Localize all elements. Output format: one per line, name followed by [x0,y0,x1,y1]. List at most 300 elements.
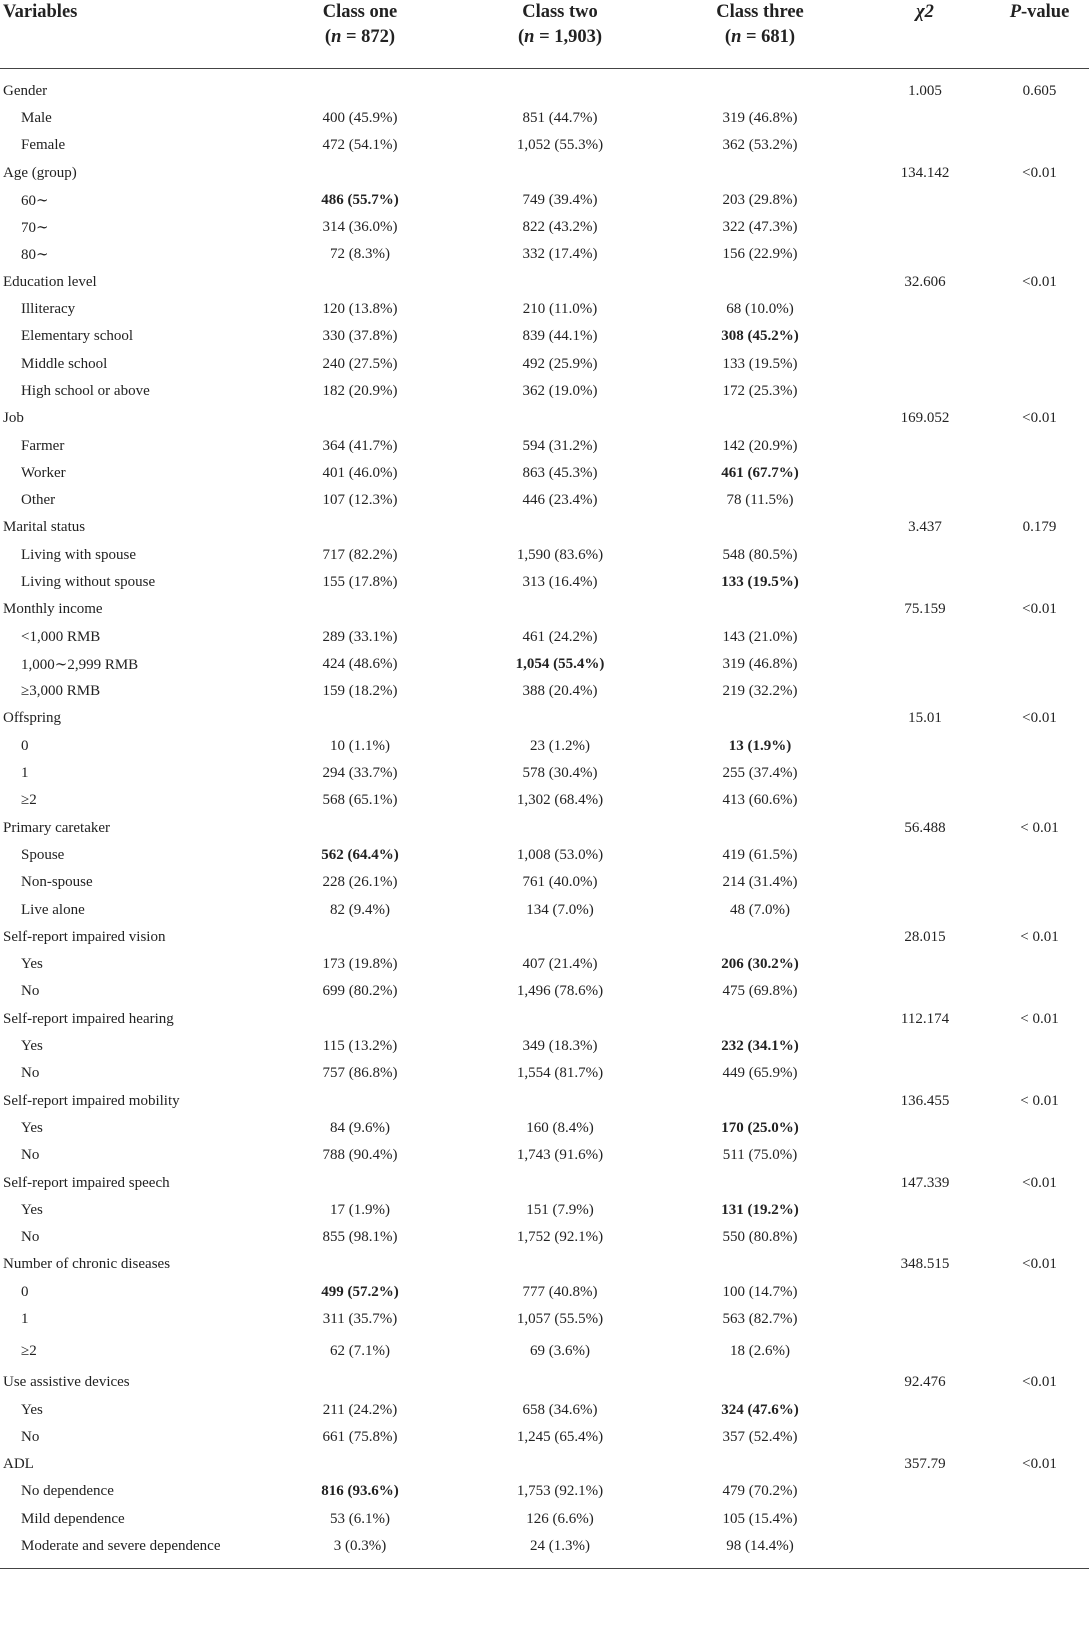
row-label: Education level [3,273,97,290]
cell-p-value [990,132,1089,159]
cell-chi2 [860,569,990,596]
cell-class-two: 1,245 (65.4%) [516,1428,604,1445]
cell-class-three [660,269,860,296]
cell-class-one: 115 (13.2%) [322,1038,398,1055]
cell-class-three: 172 (25.3%) [722,382,798,399]
cell-class-one: 788 (90.4%) [322,1147,398,1164]
cell-class-one: 182 (20.9%) [322,382,398,399]
table-row [0,978,1089,1005]
cell-class-one: 314 (36.0%) [322,219,398,236]
cell-class-three: 68 (10.0%) [726,301,794,318]
cell-p-value [990,896,1089,923]
row-label: Female [21,137,66,154]
table-row [0,787,1089,814]
cell-class-one [260,1087,460,1114]
cell-p-value [990,623,1089,650]
cell-class-three: 143 (21.0%) [722,628,798,645]
cell-class-one: 10 (1.1%) [330,737,390,754]
cell-p-value [990,1333,1089,1369]
cell-chi2: 357.79 [904,1456,946,1473]
cell-class-two: 23 (1.2%) [530,737,590,754]
cell-p-value [990,951,1089,978]
cell-class-three [660,924,860,951]
cell-class-one: 562 (64.4%) [321,846,399,863]
row-label: Yes [21,956,43,973]
cell-class-three: 511 (75.0%) [722,1147,798,1164]
cell-class-three: 461 (67.7%) [721,464,799,481]
cell-class-one: 499 (57.2%) [321,1283,399,1300]
cell-class-three: 357 (52.4%) [722,1428,798,1445]
cell-class-three: 413 (60.6%) [722,792,798,809]
cell-class-three: 449 (65.9%) [722,1065,798,1082]
cell-class-one: 855 (98.1%) [322,1229,398,1246]
header-class-two: Class two (n = 1,903) [460,0,660,68]
cell-class-three: 255 (37.4%) [722,765,798,782]
cell-class-one: 3 (0.3%) [333,1538,387,1555]
table-row [0,542,1089,569]
cell-p-value [990,1142,1089,1169]
cell-chi2 [860,623,990,650]
cell-class-one: 816 (93.6%) [321,1483,399,1500]
group-row [0,1169,1089,1196]
table-row [0,460,1089,487]
cell-class-two: 349 (18.3%) [522,1038,598,1055]
row-label: Yes [21,1201,43,1218]
cell-p-value: <0.01 [1022,1456,1057,1473]
cell-p-value [990,678,1089,705]
row-label: Elementary school [21,328,134,345]
cell-chi2 [860,1506,990,1533]
cell-class-three: 18 (2.6%) [730,1342,790,1359]
group-row [0,405,1089,432]
cell-p-value [990,1060,1089,1087]
row-label: Marital status [3,519,86,536]
table-row [0,1424,1089,1451]
cell-class-one: 400 (45.9%) [322,109,398,126]
cell-class-one [260,1169,460,1196]
row-label: Number of chronic diseases [3,1256,171,1273]
cell-chi2 [860,1115,990,1142]
cell-class-one [260,159,460,186]
table-row [0,1396,1089,1423]
row-label: No [21,1229,40,1246]
row-label: 1,000∼2,999 RMB [21,656,139,673]
cell-class-three [660,159,860,186]
table-row [0,733,1089,760]
row-label: Other [21,492,56,509]
cell-class-three: 214 (31.4%) [722,874,798,891]
row-label: No [21,1147,40,1164]
cell-class-three [660,1087,860,1114]
cell-chi2 [860,214,990,241]
cell-class-one: 294 (33.7%) [322,765,398,782]
cell-chi2: 112.174 [900,1010,950,1027]
cell-class-one: 159 (18.2%) [322,683,398,700]
cell-chi2 [860,105,990,132]
row-label: No [21,983,40,1000]
cell-class-one [260,596,460,623]
cell-p-value: <0.01 [1022,710,1057,727]
cell-class-three [660,1169,860,1196]
table-row [0,187,1089,214]
cell-class-two [460,1451,660,1478]
row-label: ADL [3,1456,34,1473]
header-class-one-n: (n = 872) [324,27,396,47]
row-label: Job [3,410,24,427]
table-row [0,569,1089,596]
cell-class-three: 419 (61.5%) [722,846,798,863]
cell-class-one: 289 (33.1%) [322,628,398,645]
cell-class-one: 661 (75.8%) [322,1428,398,1445]
cell-class-three: 13 (1.9%) [728,737,792,754]
cell-p-value [990,1115,1089,1142]
cell-class-two: 1,302 (68.4%) [516,792,604,809]
row-label: Living without spouse [21,573,156,590]
cell-class-three: 563 (82.7%) [722,1311,798,1327]
table-row [0,951,1089,978]
cell-class-two: 822 (43.2%) [522,219,598,236]
cell-class-two [460,514,660,541]
cell-class-two: 658 (34.6%) [522,1401,598,1418]
group-row [0,159,1089,186]
cell-class-three: 203 (29.8%) [722,191,798,208]
cell-class-one [260,405,460,432]
cell-class-three: 133 (19.5%) [721,573,799,590]
cell-class-two: 594 (31.2%) [522,437,598,454]
cell-class-two: 160 (8.4%) [526,1119,594,1136]
cell-class-one: 107 (12.3%) [322,492,398,509]
row-label: Farmer [21,437,65,454]
cell-chi2: 56.488 [904,819,946,836]
cell-p-value [990,187,1089,214]
row-label: No [21,1065,40,1082]
row-label: 0 [21,737,29,754]
group-row [0,1369,1089,1396]
cell-class-one: 120 (13.8%) [322,301,398,318]
cell-chi2 [860,323,990,350]
cell-p-value: <0.01 [1022,1174,1057,1191]
row-label: High school or above [21,382,150,399]
cell-chi2 [860,487,990,514]
table-row [0,1506,1089,1533]
cell-class-two: 492 (25.9%) [522,355,598,372]
cell-p-value [990,296,1089,323]
cell-chi2 [860,896,990,923]
table-row [0,1115,1089,1142]
cell-chi2 [860,542,990,569]
cell-class-two: 1,590 (83.6%) [516,546,604,563]
cell-p-value [990,460,1089,487]
cell-class-three: 48 (7.0%) [730,901,790,918]
cell-chi2: 32.606 [904,273,946,290]
cell-chi2: 15.01 [908,710,942,727]
cell-class-two [460,78,660,105]
cell-class-two [460,924,660,951]
cell-class-two: 851 (44.7%) [522,109,598,126]
cell-class-three: 206 (30.2%) [721,956,799,973]
cell-p-value [990,378,1089,405]
cell-chi2 [860,760,990,787]
table-row [0,869,1089,896]
row-label: Self-report impaired speech [3,1174,170,1191]
cell-class-three: 170 (25.0%) [721,1119,799,1136]
cell-p-value [990,1279,1089,1306]
cell-chi2: 28.015 [904,928,946,945]
table-row [0,487,1089,514]
cell-class-three [660,514,860,541]
cell-chi2 [860,1279,990,1306]
cell-class-three [660,705,860,732]
cell-class-three [660,1251,860,1278]
row-label: Middle school [21,355,108,372]
cell-class-one: 53 (6.1%) [330,1510,390,1527]
table-row [0,296,1089,323]
row-label: Yes [21,1119,43,1136]
cell-p-value [990,241,1089,268]
table-row [0,1478,1089,1505]
row-label: 1 [21,765,29,782]
cell-class-three: 133 (19.5%) [722,355,798,372]
cell-class-one: 364 (41.7%) [322,437,398,454]
cell-p-value [990,1478,1089,1505]
cell-class-three: 322 (47.3%) [722,219,798,236]
cell-class-one [260,1369,460,1396]
cell-class-three [660,78,860,105]
group-row [0,596,1089,623]
cell-class-two [460,1369,660,1396]
cell-class-two: 446 (23.4%) [522,492,598,509]
cell-class-two: 332 (17.4%) [522,246,598,263]
cell-chi2: 92.476 [904,1374,946,1391]
cell-class-one [260,1451,460,1478]
table-row [0,1333,1089,1369]
cell-chi2 [860,978,990,1005]
table-row [0,323,1089,350]
group-row [0,1006,1089,1033]
cell-p-value: <0.01 [1022,1374,1057,1391]
table-row [0,1533,1089,1560]
cell-p-value [990,1033,1089,1060]
row-label: ≥3,000 RMB [21,683,101,700]
cell-class-two: 749 (39.4%) [522,191,598,208]
row-label: Illiteracy [21,301,76,318]
group-row [0,269,1089,296]
cell-chi2 [860,1033,990,1060]
cell-class-two [460,405,660,432]
row-label: 60∼ [21,192,49,209]
cell-class-one [260,705,460,732]
cell-class-two: 1,054 (55.4%) [515,655,605,672]
cell-chi2 [860,869,990,896]
row-label: Yes [21,1401,43,1418]
cell-class-three: 548 (80.5%) [722,546,798,563]
cell-chi2 [860,678,990,705]
cell-class-one [260,514,460,541]
row-label: Monthly income [3,601,103,618]
cell-p-value [990,978,1089,1005]
cell-class-two [460,1169,660,1196]
cell-class-three: 219 (32.2%) [722,683,798,700]
cell-class-one [260,1006,460,1033]
header-variables: Variables [3,2,78,22]
cell-class-one: 17 (1.9%) [330,1201,390,1218]
cell-class-one [260,269,460,296]
cell-p-value [990,1197,1089,1224]
table-row [0,842,1089,869]
cell-class-two [460,705,660,732]
cell-class-two: 151 (7.9%) [526,1201,594,1218]
cell-class-three: 324 (47.6%) [721,1401,799,1418]
cell-class-one: 311 (35.7%) [322,1311,398,1327]
cell-p-value: < 0.01 [1020,1092,1059,1109]
table-row [0,1197,1089,1224]
cell-class-two: 210 (11.0%) [522,301,598,318]
cell-p-value: < 0.01 [1020,928,1059,945]
cell-chi2 [860,1424,990,1451]
cell-p-value [990,214,1089,241]
cell-class-two [460,1251,660,1278]
header-class-two-n: (n = 1,903) [517,27,603,47]
cell-chi2 [860,350,990,377]
cell-class-two: 134 (7.0%) [526,901,594,918]
header-chi2: χ2 [916,2,934,22]
group-row [0,78,1089,105]
cell-chi2 [860,1060,990,1087]
cell-chi2: 169.052 [900,410,950,427]
row-label: <1,000 RMB [21,628,101,645]
group-row [0,1251,1089,1278]
cell-class-one: 401 (46.0%) [322,464,398,481]
cell-class-three: 78 (11.5%) [726,492,794,509]
group-row [0,705,1089,732]
row-label: ≥2 [21,1342,37,1359]
cell-class-one: 211 (24.2%) [322,1401,398,1418]
cell-class-one: 472 (54.1%) [322,137,398,154]
cell-class-three [660,1369,860,1396]
row-label: Live alone [21,901,85,918]
row-label: Worker [21,464,66,481]
row-label: Self-report impaired mobility [3,1092,180,1109]
row-label: Mild dependence [21,1510,125,1527]
cell-class-two: 1,743 (91.6%) [516,1147,604,1164]
cell-p-value [990,869,1089,896]
group-row [0,924,1089,951]
cell-chi2: 136.455 [900,1092,950,1109]
cell-chi2 [860,951,990,978]
table-row [0,214,1089,241]
header-class-one: Class one (n = 872) [260,0,460,68]
row-label: 1 [21,1311,29,1327]
group-row [0,1087,1089,1114]
table-row [0,350,1089,377]
cell-class-two: 839 (44.1%) [522,328,598,345]
cell-p-value [990,432,1089,459]
cell-p-value: <0.01 [1022,1256,1057,1273]
cell-chi2 [860,1224,990,1251]
cell-class-two: 761 (40.0%) [522,874,598,891]
table-row [0,241,1089,268]
cell-class-one: 72 (8.3%) [330,246,390,263]
cell-class-one: 424 (48.6%) [322,655,398,672]
cell-class-three: 156 (22.9%) [722,246,798,263]
table-row [0,1060,1089,1087]
cell-p-value [990,1396,1089,1423]
cell-p-value [990,787,1089,814]
row-label: Offspring [3,710,62,727]
cell-class-one: 240 (27.5%) [322,355,398,372]
row-label: Non-spouse [21,874,93,891]
cell-class-one [260,924,460,951]
cell-class-one [260,815,460,842]
cell-p-value [990,1224,1089,1251]
cell-chi2: 134.142 [900,164,950,181]
cell-class-three: 550 (80.8%) [722,1229,798,1246]
cell-class-two [460,269,660,296]
row-label: Living with spouse [21,546,136,563]
bottom-rule [0,1569,1089,1570]
cell-chi2: 3.437 [908,519,942,536]
row-label: Spouse [21,846,65,863]
cell-p-value [990,1533,1089,1560]
cell-class-two: 69 (3.6%) [530,1342,590,1359]
cell-class-two: 388 (20.4%) [522,683,598,700]
table-row [0,1279,1089,1306]
cell-chi2: 147.339 [900,1174,950,1191]
row-label: Use assistive devices [3,1374,130,1391]
cell-p-value: <0.01 [1022,164,1057,181]
cell-class-three: 232 (34.1%) [721,1038,799,1055]
group-row [0,1451,1089,1478]
table-row [0,896,1089,923]
cell-class-one: 84 (9.6%) [330,1119,390,1136]
cell-chi2 [860,787,990,814]
cell-p-value [990,323,1089,350]
cell-p-value [990,1506,1089,1533]
cell-class-three: 479 (70.2%) [722,1483,798,1500]
cell-chi2 [860,296,990,323]
cell-chi2 [860,460,990,487]
cell-p-value: <0.01 [1022,601,1057,618]
row-label: Age (group) [3,164,77,181]
row-label: ≥2 [21,792,37,809]
cell-p-value [990,1424,1089,1451]
group-row [0,514,1089,541]
cell-chi2 [860,432,990,459]
row-label: 80∼ [21,247,49,264]
table-row [0,623,1089,650]
header-p-value: P-value [1009,2,1070,22]
cell-p-value: <0.01 [1022,273,1057,290]
cell-class-one: 717 (82.2%) [322,546,398,563]
table-row [0,651,1089,678]
cell-p-value: 0.179 [1022,519,1057,536]
cell-class-two: 313 (16.4%) [522,573,598,590]
cell-class-three [660,1006,860,1033]
cell-class-three: 98 (14.4%) [726,1538,794,1555]
cell-class-three: 319 (46.8%) [722,655,798,672]
cell-class-three [660,596,860,623]
cell-class-two: 1,554 (81.7%) [516,1065,604,1082]
cell-class-one: 62 (7.1%) [330,1342,390,1359]
cell-p-value: < 0.01 [1020,819,1059,836]
cell-chi2 [860,1396,990,1423]
cell-chi2 [860,1478,990,1505]
cell-class-two: 362 (19.0%) [522,382,598,399]
cell-class-two: 1,057 (55.5%) [516,1311,604,1327]
row-label: Moderate and severe dependence [21,1538,221,1555]
row-label: No dependence [21,1483,114,1500]
cell-p-value [990,105,1089,132]
